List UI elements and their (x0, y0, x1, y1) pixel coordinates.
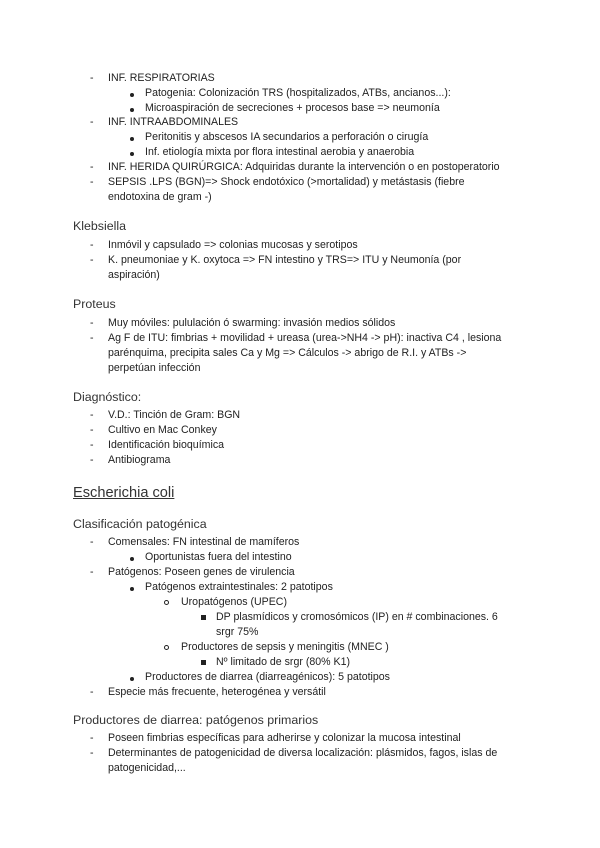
list-item: patogenicidad,... (108, 762, 186, 774)
bullet-circle (164, 600, 169, 605)
bullet-dot (130, 587, 134, 591)
bullet-dash: - (90, 409, 94, 421)
list-item: Peritonitis y abscesos IA secundarios a perforación o cirugía (145, 131, 429, 143)
bullet-dash: - (90, 747, 94, 759)
list-item: Muy móviles: pululación ó swarming: invasión medios sólidos (108, 317, 396, 329)
list-item: Productores de diarrea (diarreagénicos): 5 patotipos (145, 671, 390, 683)
list-item: Identificación bioquímica (108, 439, 225, 451)
bullet-dash: - (90, 454, 94, 466)
list-item: Poseen fimbrias específicas para adherirse y colonizar la mucosa intestinal (108, 732, 461, 744)
list-item: Uropatógenos (UPEC) (181, 596, 287, 608)
bullet-dash: - (90, 439, 94, 451)
list-item: SEPSIS .LPS (BGN)=> Shock endotóxico (>mortalidad) y metástasis (fiebre (108, 176, 465, 188)
list-item: Inmóvil y capsulado => colonias mucosas y serotipos (108, 239, 358, 251)
list-item: Patogenia: Colonización TRS (hospitalizados, ATBs, ancianos...): (145, 87, 451, 99)
list-item: Comensales: FN intestinal de mamíferos (108, 536, 300, 548)
bullet-dash: - (90, 686, 94, 698)
list-item: srgr 75% (216, 626, 259, 638)
section-heading-proteus: Proteus (73, 297, 116, 311)
list-item: Oportunistas fuera del intestino (145, 551, 292, 563)
bullet-dash: - (90, 72, 94, 84)
list-item: Inf. etiología mixta por flora intestinal aerobia y anaerobia (145, 146, 415, 158)
bullet-dash: - (90, 116, 94, 128)
list-item: Patógenos: Poseen genes de virulencia (108, 566, 295, 578)
section-heading-clasificacion: Clasificación patogénica (73, 517, 207, 531)
list-item: Microaspiración de secreciones + procesos base => neumonía (145, 102, 440, 114)
list-item: aspiración) (108, 269, 160, 281)
bullet-dash: - (90, 161, 94, 173)
list-item: Cultivo en Mac Conkey (108, 424, 217, 436)
list-item: Determinantes de patogenicidad de diversa localización: plásmidos, fagos, islas de (108, 747, 498, 759)
bullet-dash: - (90, 332, 94, 344)
list-item: INF. INTRAABDOMINALES (108, 116, 239, 128)
bullet-dash: - (90, 732, 94, 744)
list-item: V.D.: Tinción de Gram: BGN (108, 409, 241, 421)
bullet-dot (130, 557, 134, 561)
bullet-dash: - (90, 254, 94, 266)
bullet-dot (130, 137, 134, 141)
list-item: Patógenos extraintestinales: 2 patotipos (145, 581, 333, 593)
list-item: INF. RESPIRATORIAS (108, 72, 215, 84)
bullet-dash: - (90, 566, 94, 578)
list-item: Productores de sepsis y meningitis (MNEC ) (181, 641, 389, 653)
bullet-dot (130, 677, 134, 681)
list-item: Ag F de ITU: fimbrias + movilidad + ureasa (urea->NH4 -> pH): inactiva C4 , lesiona (108, 332, 502, 344)
list-item: K. pneumoniae y K. oxytoca => FN intestino y TRS=> ITU y Neumonía (por (108, 254, 462, 266)
bullet-dash: - (90, 239, 94, 251)
bullet-dash: - (90, 317, 94, 329)
list-item: Nº limitado de srgr (80% K1) (216, 656, 350, 668)
section-heading-diagnostico: Diagnóstico: (73, 390, 142, 404)
bullet-circle (164, 645, 169, 650)
list-item: DP plasmídicos y cromosómicos (IP) en # combinaciones. 6 (216, 611, 498, 623)
list-item: INF. HERIDA QUIRÚRGICA: Adquiridas durante la intervención o en postoperatorio (108, 161, 500, 173)
bullet-dash: - (90, 424, 94, 436)
list-item: Antibiograma (108, 454, 171, 466)
bullet-dot (130, 108, 134, 112)
section-heading-klebsiella: Klebsiella (73, 219, 127, 233)
bullet-dash: - (90, 176, 94, 188)
list-item: Especie más frecuente, heterogénea y versátil (108, 686, 326, 698)
section-heading-diarrea: Productores de diarrea: patógenos primarios (73, 713, 319, 727)
list-item: perpetúan infección (108, 362, 201, 374)
bullet-dot (130, 93, 134, 97)
bullet-dot (130, 152, 134, 156)
list-item: parénquima, precipita sales Ca y Mg => Cálculos -> abrigo de R.I. y ATBs -> (108, 347, 467, 359)
bullet-square (201, 660, 206, 665)
section-title-ecoli: Escherichia coli (73, 485, 175, 501)
bullet-dash: - (90, 536, 94, 548)
bullet-square (201, 615, 206, 620)
list-item: endotoxina de gram -) (108, 191, 212, 203)
